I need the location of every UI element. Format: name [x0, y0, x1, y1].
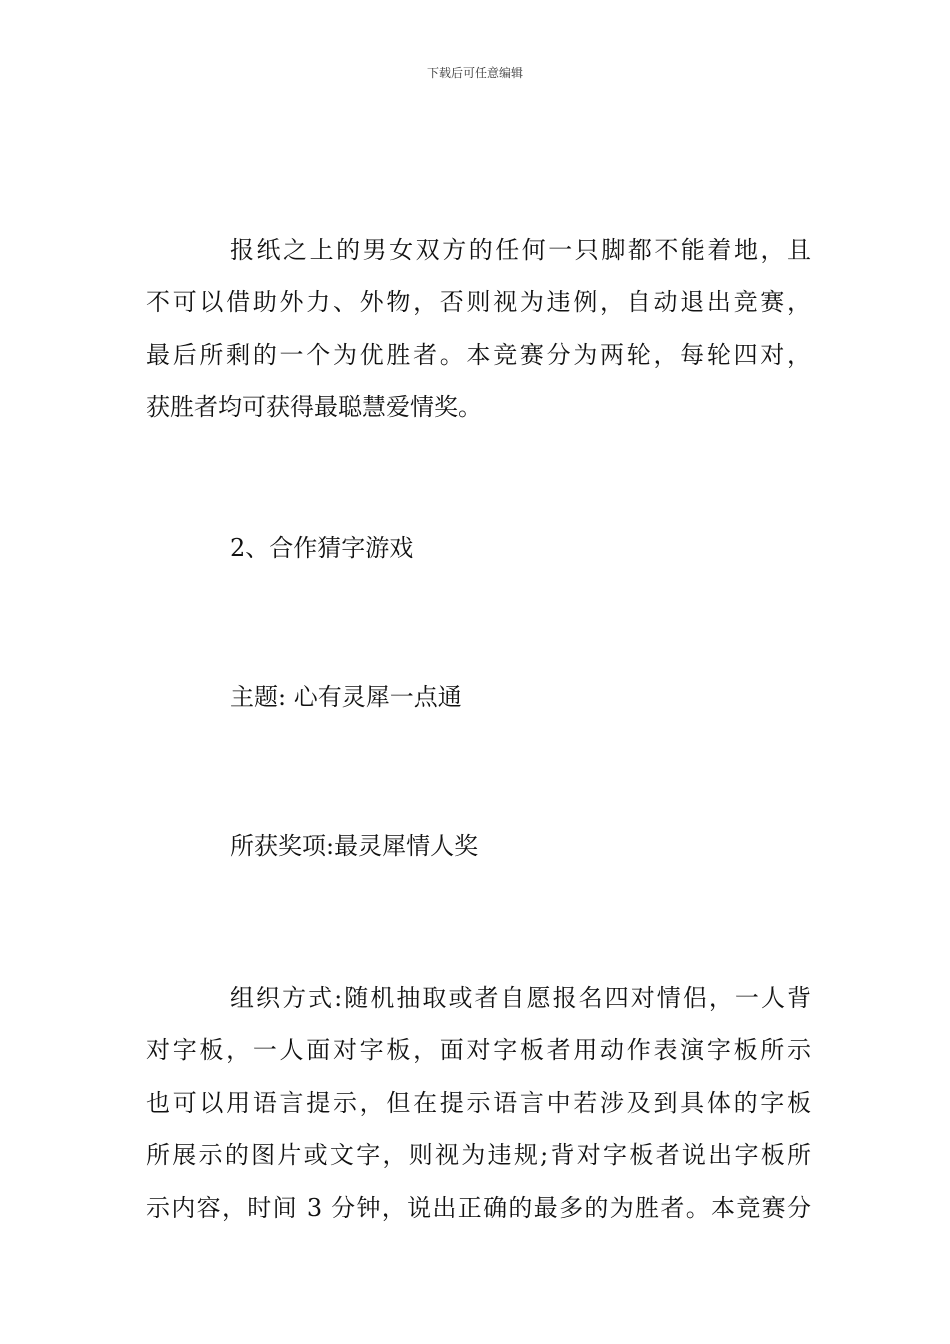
theme-line: 主题: 心有灵犀一点通	[230, 683, 462, 711]
paragraph-line: 报纸之上的男女双方的任何一只脚都不能着地，且	[230, 236, 811, 264]
paragraph-line: 获胜者均可获得最聪慧爱情奖。	[146, 393, 482, 422]
paragraph-line: 示内容，时间 3 分钟，说出正确的最多的为胜者。本竞赛分	[146, 1193, 811, 1222]
section-title: 2、合作猜字游戏	[230, 534, 414, 562]
paragraph-line: 所展示的图片或文字，则视为违规;背对字板者说出字板所	[146, 1141, 811, 1170]
paragraph-line: 对字板，一人面对字板，面对字板者用动作表演字板所示	[146, 1036, 811, 1065]
paragraph-line: 最后所剩的一个为优胜者。本竞赛分为两轮，每轮四对，	[146, 340, 811, 369]
paragraph-line: 也可以用语言提示，但在提示语言中若涉及到具体的字板	[146, 1088, 811, 1117]
rules-paragraph	[146, 224, 811, 434]
organization-paragraph	[146, 972, 811, 1234]
paragraph-line: 不可以借助外力、外物，否则视为违例，自动退出竞赛，	[146, 288, 811, 317]
page-header: 下载后可任意编辑	[426, 66, 523, 80]
award-line: 所获奖项:最灵犀情人奖	[230, 832, 479, 860]
paragraph-line: 组织方式:随机抽取或者自愿报名四对情侣，一人背	[230, 984, 811, 1012]
